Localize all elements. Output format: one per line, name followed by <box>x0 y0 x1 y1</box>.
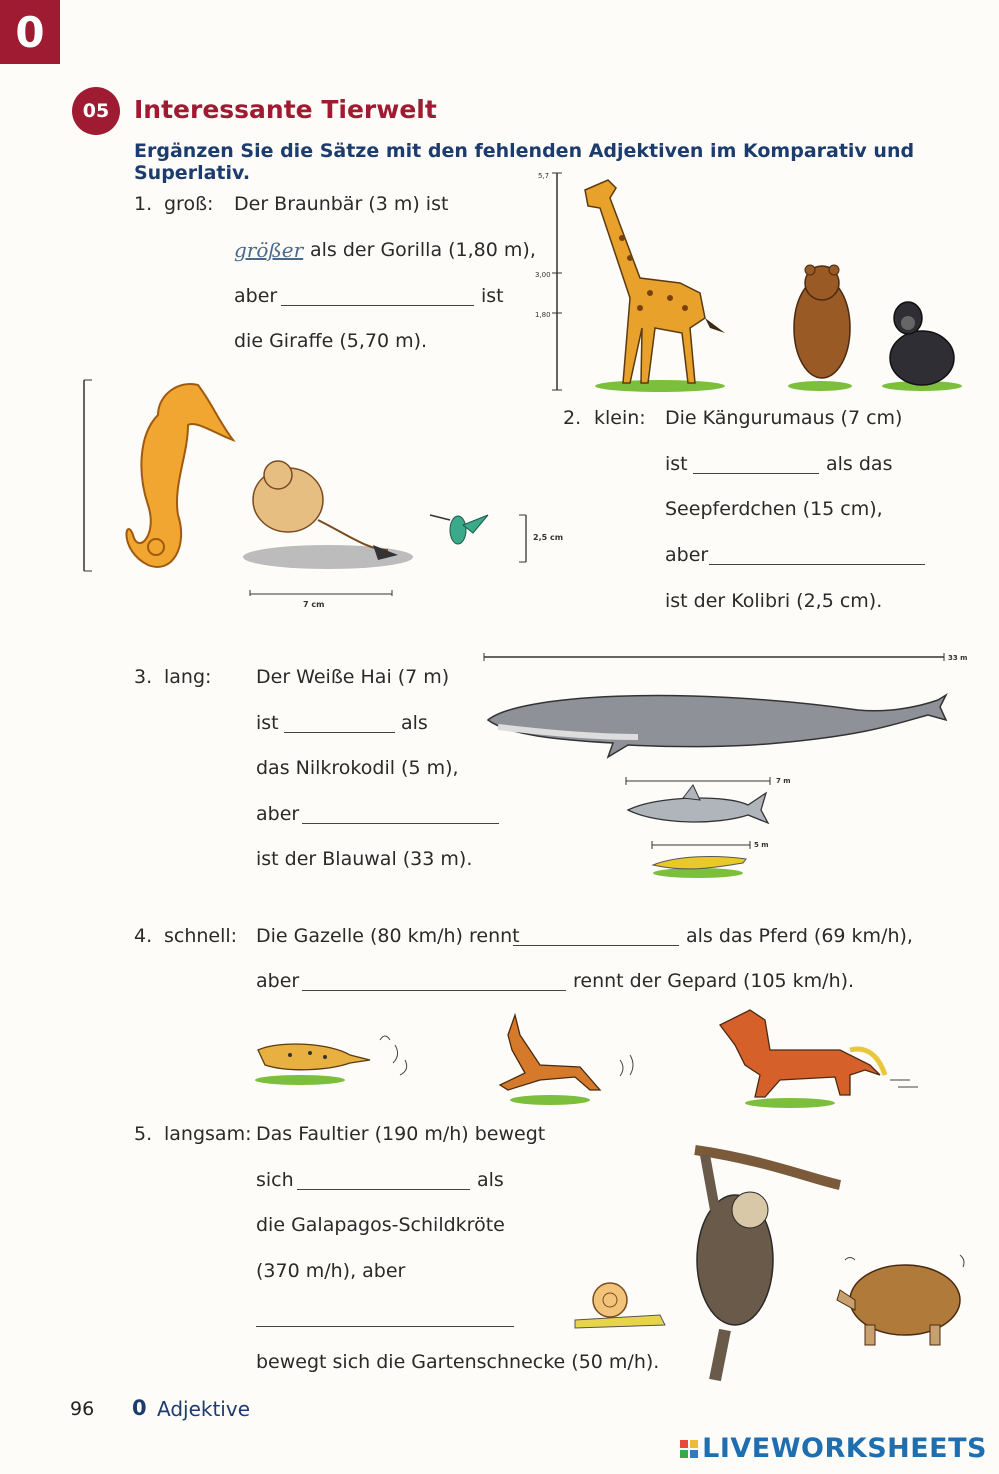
white-shark-icon <box>628 785 768 823</box>
ex3-number: 3. <box>134 666 153 688</box>
kangaroo-mouse-icon <box>243 461 413 569</box>
ex3-line2-b: als <box>401 712 428 734</box>
scale-mid: 3,00 <box>535 271 551 279</box>
instruction: Ergänzen Sie die Sätze mit den fehlenden Adjektiven im Komparativ und Superlativ. <box>134 140 915 184</box>
whale-scale-label: 33 m <box>948 654 968 662</box>
slow-animals-illustration <box>565 1140 985 1390</box>
ex4-number: 4. <box>134 925 153 947</box>
footer-label: Adjektive <box>157 1397 251 1421</box>
ex5-number: 5. <box>134 1123 153 1145</box>
ex4-line2-b: rennt der Gepard (105 km/h). <box>573 970 855 992</box>
gazelle-icon <box>500 1015 633 1105</box>
ex1-line1: Der Braunbär (3 m) ist <box>234 193 449 215</box>
ex3-line5: ist der Blauwal (33 m). <box>256 848 473 870</box>
mouse-scale-label: 7 cm <box>303 600 325 609</box>
ex5-line1: Das Faultier (190 m/h) bewegt <box>256 1123 546 1145</box>
ex2-line3: Seepferdchen (15 cm), <box>665 498 883 520</box>
ex4-blank1[interactable] <box>513 945 679 946</box>
ex2-line5: ist der Kolibri (2,5 cm). <box>665 590 883 612</box>
ex3-blank2[interactable] <box>302 823 499 824</box>
ex5-blank2[interactable] <box>256 1326 514 1327</box>
ex3-blank1[interactable] <box>284 732 395 733</box>
cheetah-icon <box>255 1036 407 1085</box>
running-animals-illustration <box>250 1005 950 1115</box>
ex1-answer[interactable]: größer <box>234 238 304 262</box>
page-number: 96 <box>70 1398 95 1420</box>
ex3-line2-a: ist <box>256 712 279 734</box>
ex4-word: schnell: <box>164 925 238 947</box>
ex5-line3: die Galapagos-Schildkröte <box>256 1214 505 1236</box>
gorilla-icon <box>890 302 954 385</box>
liveworksheets-logo <box>680 1433 987 1464</box>
ex4-line1-b: als das Pferd (69 km/h), <box>686 925 913 947</box>
ex1-line4: die Giraffe (5,70 m). <box>234 330 428 352</box>
section-number: 05 <box>72 87 120 135</box>
crocodile-icon <box>653 857 746 878</box>
ex3-line1: Der Weiße Hai (7 m) <box>256 666 450 688</box>
height-scale-illustration <box>530 168 980 398</box>
ex1-word: groß: <box>164 193 214 215</box>
ex5-blank1[interactable] <box>297 1189 470 1190</box>
scale-low: 1,80 <box>535 311 551 319</box>
giraffe-icon <box>585 180 725 383</box>
ex1-line2: als der Gorilla (1,80 m), <box>310 239 536 261</box>
logo-text: LIVEWORKSHEETS <box>702 1433 987 1464</box>
ex2-blank1[interactable] <box>693 473 819 474</box>
ex2-blank2[interactable] <box>709 564 925 565</box>
length-comparison-illustration <box>478 645 978 885</box>
hummingbird-icon <box>430 515 488 544</box>
bear-icon <box>794 265 850 378</box>
sloth-icon <box>695 1150 840 1380</box>
logo-icon <box>680 1440 698 1458</box>
ex5-line6: bewegt sich die Gartenschnecke (50 m/h). <box>256 1351 660 1373</box>
snail-icon <box>575 1283 665 1328</box>
small-animals-illustration <box>78 375 573 615</box>
shark-scale-label: 7 m <box>776 777 791 785</box>
ex2-number: 2. <box>563 407 582 429</box>
ex2-line4: aber <box>665 544 709 566</box>
ex5-line4: (370 m/h), aber <box>256 1260 406 1282</box>
horse-icon <box>720 1010 918 1108</box>
seahorse-icon <box>126 384 233 567</box>
scale-top: 5,7 <box>538 172 550 180</box>
ex2-line1: Die Kängurumaus (7 cm) <box>665 407 903 429</box>
blue-whale-icon <box>488 695 946 757</box>
ex5-word: langsam: <box>164 1123 252 1145</box>
footer-letter: 0 <box>132 1396 147 1420</box>
ex5-line2-a: sich <box>256 1169 294 1191</box>
section-title: Interessante Tierwelt <box>134 95 437 124</box>
ex2-line2-a: ist <box>665 453 688 475</box>
ex4-line2-a: aber <box>256 970 300 992</box>
ex4-blank2[interactable] <box>302 990 566 991</box>
chapter-tab: 0 <box>0 0 60 64</box>
ex3-word: lang: <box>164 666 212 688</box>
tortoise-icon <box>837 1255 964 1345</box>
ex3-line3: das Nilkrokodil (5 m), <box>256 757 459 779</box>
ex5-line2-b: als <box>477 1169 504 1191</box>
ex4-line1-a: Die Gazelle (80 km/h) rennt <box>256 925 520 947</box>
ex2-word: klein: <box>594 407 646 429</box>
croc-scale-label: 5 m <box>754 841 769 849</box>
ex1-line3-a: aber <box>234 285 278 307</box>
ex3-line4: aber <box>256 803 300 825</box>
ex1-number: 1. <box>134 193 153 215</box>
ex1-line3-b: ist <box>481 285 504 307</box>
bird-scale-label: 2,5 cm <box>533 533 564 542</box>
ex1-blank[interactable] <box>281 305 474 306</box>
ex2-line2-b: als das <box>826 453 893 475</box>
